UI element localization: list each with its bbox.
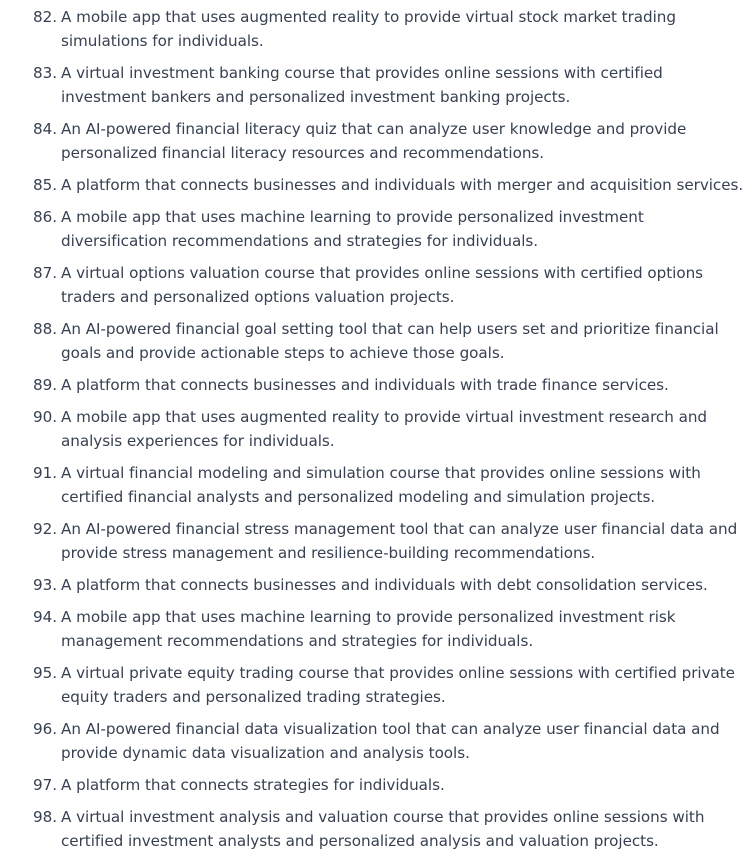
list-item [0, 773, 753, 797]
list-item-text: A mobile app that uses augmented reality to provide virtual stock market trading simulations for individuals. [61, 8, 676, 50]
list-item-text: An AI-powered financial goal setting tool that can help users set and prioritize financial goals and provide actionable steps to achieve those goals. [61, 320, 719, 362]
list-item [0, 605, 753, 653]
list-item [0, 573, 753, 597]
list-item-text: A virtual private equity trading course that provides online sessions with certified private equity traders and personalized trading strategies. [61, 664, 735, 706]
list-item [0, 61, 753, 109]
list-item-text: A mobile app that uses machine learning to provide personalized investment diversification recommendations and strategies for individuals. [61, 208, 644, 250]
list-item-number: 89. [32, 376, 57, 394]
numbered-list [0, 5, 753, 861]
list-item-text: A mobile app that uses augmented reality to provide virtual investment research and analysis experiences for individuals. [61, 408, 708, 450]
list-item-number: 90. [32, 408, 57, 426]
list-item [0, 805, 753, 853]
list-item [0, 461, 753, 509]
list-item [0, 373, 753, 397]
list-item-text: A mobile app that uses machine learning to provide personalized investment risk management recommendations and strategies for individuals. [61, 608, 676, 650]
list-item-text: A virtual investment analysis and valuation course that provides online sessions with certified investment analysts and personalized analysis and valuation projects. [61, 808, 705, 850]
list-item-number: 96. [32, 720, 57, 738]
list-item-text: A platform that connects businesses and individuals with merger and acquisition services. [61, 176, 744, 194]
list-item-number: 94. [32, 608, 57, 626]
list-item-text: A virtual investment banking course that provides online sessions with certified investment bankers and personalized investment banking projects. [61, 64, 663, 106]
list-item [0, 317, 753, 365]
list-item-number: 91. [32, 464, 57, 482]
list-item [0, 261, 753, 309]
list-item [0, 5, 753, 53]
list-item-number: 97. [32, 776, 57, 794]
list-item-number: 98. [32, 808, 57, 826]
list-item [0, 661, 753, 709]
list-item-number: 83. [32, 64, 57, 82]
list-item-number: 93. [32, 576, 57, 594]
list-item-number: 84. [32, 120, 57, 138]
list-item [0, 117, 753, 165]
list-item-number: 88. [32, 320, 57, 338]
list-item-number: 82. [32, 8, 57, 26]
list-item-text: A platform that connects businesses and individuals with trade finance services. [61, 376, 669, 394]
list-item-text: An AI-powered financial stress management tool that can analyze user financial data and provide stress management and resilience-building recommendations. [61, 520, 738, 562]
list-item-number: 92. [32, 520, 57, 538]
list-item-text: A virtual options valuation course that provides online sessions with certified options traders and personalized options valuation projects. [61, 264, 704, 306]
list-item-text: An AI-powered financial data visualization tool that can analyze user financial data and provide dynamic data visualization and analysis tools. [61, 720, 720, 762]
list-item-number: 85. [32, 176, 57, 194]
list-item-text: A virtual financial modeling and simulation course that provides online sessions with certified financial analysts and personalized modeling and simulation projects. [61, 464, 701, 506]
list-item [0, 717, 753, 765]
list-item-number: 87. [32, 264, 57, 282]
list-item-number: 86. [32, 208, 57, 226]
list-item [0, 517, 753, 565]
list-item [0, 405, 753, 453]
list-item-text: An AI-powered financial literacy quiz that can analyze user knowledge and provide personalized financial literacy resources and recommendations. [61, 120, 687, 162]
list-item [0, 205, 753, 253]
list-item-number: 95. [32, 664, 57, 682]
list-item-text: A platform that connects businesses and individuals with debt consolidation services. [61, 576, 708, 594]
list-item [0, 173, 753, 197]
list-item-text: A platform that connects strategies for individuals. [61, 776, 445, 794]
